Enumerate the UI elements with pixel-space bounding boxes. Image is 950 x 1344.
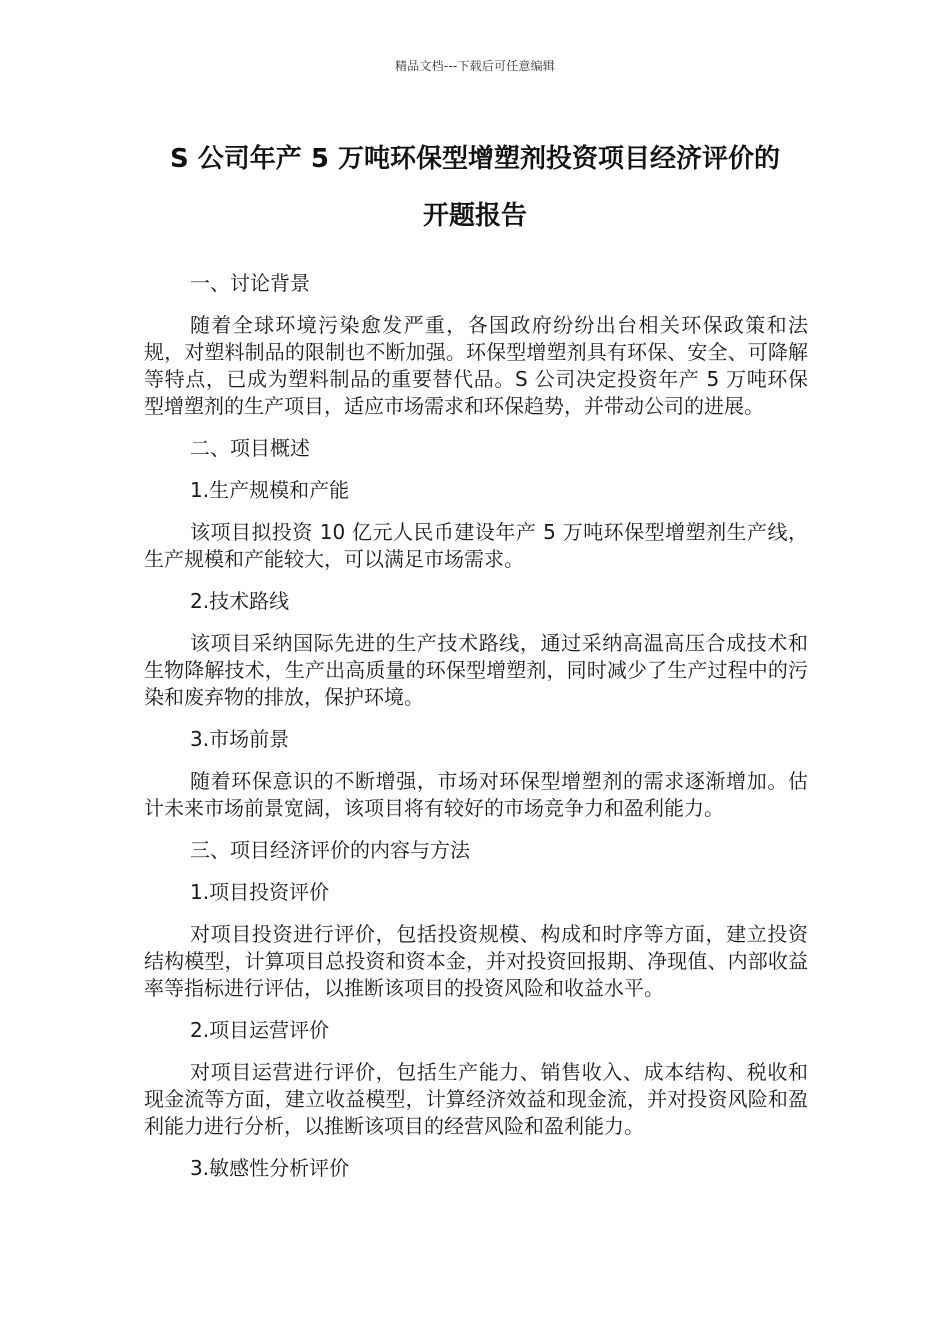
document-body [144,270,808,1197]
subheading-technology-route: 2.技术路线 [190,589,290,613]
subheading-market-prospect: 3.市场前景 [190,727,290,751]
document-title-line-1: S 公司年产 5 万吨环保型增塑剂投资项目经济评价的 [170,144,780,174]
subheading-sensitivity-analysis: 3.敏感性分析评价 [190,1156,350,1180]
paragraph-background: 随着全球环境污染愈发严重，各国政府纷纷出台相关环保政策和法规，对塑料制品的限制也不断加强。环保型增塑剂具有环保、安全、可降解等特点，已成为塑料制品的重要替代品。S 公司决定投资年产 5 万吨环保型增塑剂的生产项目，适应市场需求和环保趋势，并带动公司的进展。 [144,313,808,418]
header-note: 精品文档---下载后可任意编辑 [395,59,555,73]
paragraph-scale-capacity: 该项目拟投资 10 亿元人民币建设年产 5 万吨环保型增塑剂生产线，生产规模和产能较大，可以满足市场需求。 [144,520,808,571]
paragraph-technology-route: 该项目采纳国际先进的生产技术路线，通过采纳高温高压合成技术和生物降解技术，生产出高质量的环保型增塑剂，同时减少了生产过程中的污染和废弃物的排放，保护环境。 [144,631,808,709]
paragraph-investment-evaluation: 对项目投资进行评价，包括投资规模、构成和时序等方面，建立投资结构模型，计算项目总投资和资本金，并对投资回报期、净现值、内部收益率等指标进行评估，以推断该项目的投资风险和收益水平。 [144,922,808,1000]
section-heading-overview: 二、项目概述 [190,436,310,460]
section-heading-background: 一、讨论背景 [190,271,310,295]
document-title-line-2: 开题报告 [422,201,527,231]
section-heading-evaluation-methods: 三、项目经济评价的内容与方法 [190,838,470,862]
subheading-scale-capacity: 1.生产规模和产能 [190,478,350,502]
paragraph-market-prospect: 随着环保意识的不断增强，市场对环保型增塑剂的需求逐渐增加。估计未来市场前景宽阔，该项目将有较好的市场竞争力和盈利能力。 [144,769,808,820]
subheading-investment-evaluation: 1.项目投资评价 [190,880,330,904]
subheading-operation-evaluation: 2.项目运营评价 [190,1018,330,1042]
paragraph-operation-evaluation: 对项目运营进行评价，包括生产能力、销售收入、成本结构、税收和现金流等方面，建立收益模型，计算经济效益和现金流，并对投资风险和盈利能力进行分析，以推断该项目的经营风险和盈利能力。 [144,1060,808,1138]
